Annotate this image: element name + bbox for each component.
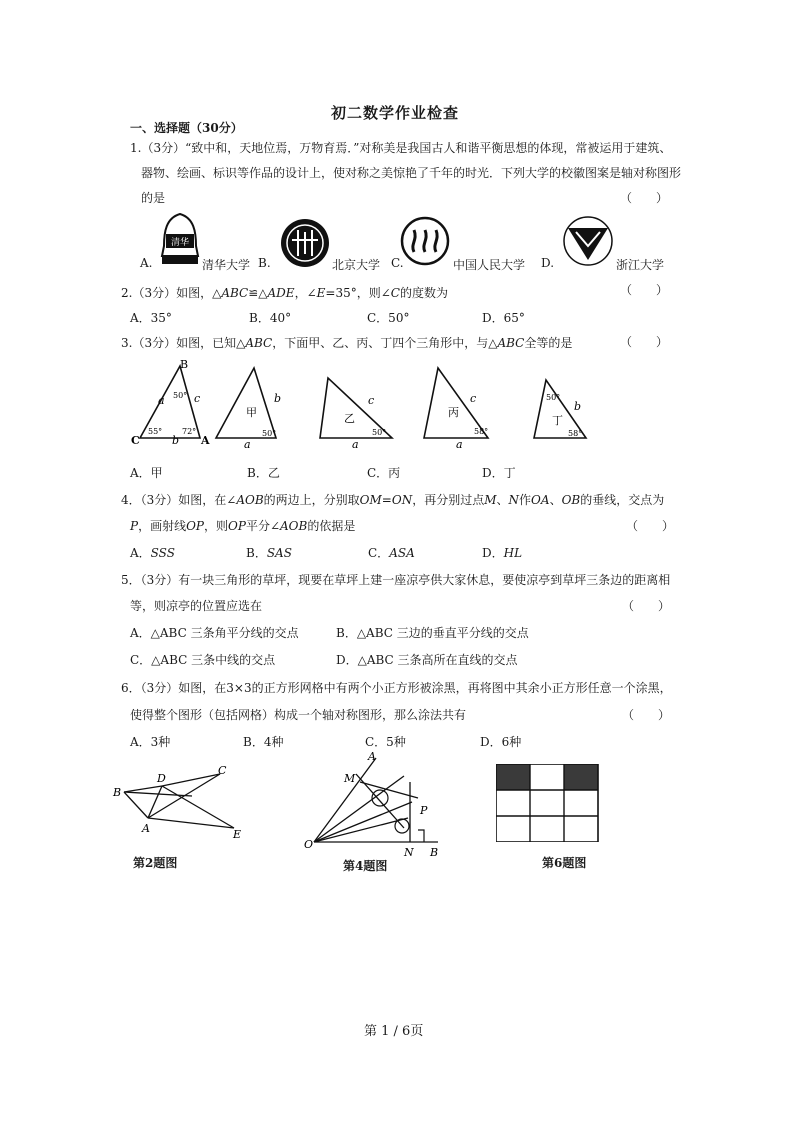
q1-answer-paren: （ ） [620, 191, 669, 205]
q1-option-d-letter: D. [541, 256, 555, 270]
q2-option-c: C．50° [367, 311, 410, 325]
q4-line1: 4．（3分）如图，在∠AOB的两边上，分别取OM=ON，再分别过点M、N作OA、OB的垂线，交点为 [121, 493, 665, 507]
bing-label: 丙 [448, 406, 459, 419]
q4-line2: P，画射线OP，则OP平分∠AOB的依据是 [130, 519, 356, 533]
q4-answer-paren: （ ） [626, 519, 675, 533]
q3-answer-paren: （ ） [620, 335, 669, 349]
fig4-label-p: P [420, 804, 428, 817]
fig2-caption: 第2题图 [133, 856, 178, 870]
bing-side-a: a [456, 438, 463, 450]
bing-angle-58: 58° [474, 427, 489, 436]
q6-line1: 6．（3分）如图，在3×3的正方形网格中有两个小正方形被涂黑，再将图中其余小正方形任意一个涂黑， [121, 681, 672, 695]
bing-side-c: c [470, 392, 477, 405]
page-title: 初二数学作业检查 [331, 104, 460, 122]
side-b-label: b [172, 434, 180, 447]
zju-logo [562, 216, 614, 266]
q6-option-b: B．4种 [243, 735, 284, 749]
fig2-label-c: C [218, 764, 227, 777]
q6-option-c: C．5种 [365, 735, 406, 749]
q1-option-c-name: 中国人民大学 [453, 258, 526, 272]
fig2-label-e: E [233, 828, 242, 841]
angle-72-label: 72° [182, 427, 197, 436]
angle-55-label: 55° [148, 427, 163, 436]
ding-label: 丁 [552, 414, 563, 427]
q4-figure [300, 752, 450, 858]
vertex-b-label: B [180, 358, 189, 371]
yi-side-c: c [368, 394, 375, 407]
fig4-label-o: O [304, 838, 314, 851]
jia-side-a: a [244, 438, 251, 450]
q6-option-d: D．6种 [480, 735, 522, 749]
fig4-caption: 第4题图 [343, 859, 388, 873]
q5-line1: 5．（3分）有一块三角形的草坪，现要在草坪上建一座凉亭供大家休息，要使凉亭到草坪三条边的距离相 [121, 573, 671, 587]
q3-option-d: D．丁 [482, 466, 516, 480]
q5-option-b: B．△ABC 三边的垂直平分线的交点 [336, 626, 529, 640]
yi-label: 乙 [344, 412, 355, 425]
q3-option-c: C．丙 [367, 466, 401, 480]
q1-option-a-letter: A. [140, 256, 153, 270]
yi-angle-50: 50° [372, 428, 387, 437]
ruc-logo [400, 216, 450, 266]
fig6-caption: 第6题图 [542, 856, 587, 870]
q1-option-b-name: 北京大学 [332, 258, 381, 272]
q1-line3: 的是 [141, 191, 166, 205]
fig4-label-a: A [368, 752, 376, 763]
q5-line2: 等，则凉亭的位置应选在 [130, 599, 263, 613]
side-a-label: a [158, 394, 165, 407]
ding-angle-58: 58° [568, 429, 583, 438]
fig4-label-n: N [404, 846, 414, 858]
ding-side-b: b [574, 400, 582, 413]
fig4-label-b: B [430, 846, 439, 858]
q1-option-d-name: 浙江大学 [616, 258, 665, 272]
grid-cell-filled-top-left [496, 764, 530, 790]
q3-option-b: B．乙 [247, 466, 280, 480]
q2-stem: 2.（3分）如图，△ABC≌△ADE，∠E=35°，则∠C的度数为 [121, 286, 448, 300]
q1-option-c-letter: C. [391, 256, 404, 270]
ding-angle-50: 50° [546, 393, 561, 402]
triangle-jia [216, 368, 276, 438]
page-number: 第 1 / 6页 [364, 1024, 424, 1039]
logo-text: 清华 [170, 238, 190, 248]
q2-option-d: D．65° [482, 311, 525, 325]
fig4-label-m: M [344, 772, 356, 785]
q6-grid-figure [496, 764, 600, 842]
q3-option-a: A．甲 [130, 466, 163, 480]
jia-angle-50: 50° [262, 429, 277, 438]
vertex-c-label: C [131, 434, 140, 447]
q5-option-a: A．△ABC 三条角平分线的交点 [130, 626, 299, 640]
q6-line2: 使得整个图形（包括网格）构成一个轴对称图形，那么涂法共有 [130, 708, 467, 722]
q2-option-a: A．35° [130, 311, 172, 325]
yi-side-a: a [352, 438, 359, 450]
q1-option-b-letter: B. [258, 256, 271, 270]
jia-label: 甲 [246, 406, 257, 419]
q2-figure [110, 762, 250, 846]
q4-option-a: A．SSS [130, 546, 175, 560]
q4-option-c: C．ASA [368, 546, 415, 560]
fig2-label-d: D [157, 772, 166, 785]
grid-cell-filled-top-right [564, 764, 598, 790]
q4-option-b: B．SAS [246, 546, 292, 560]
q5-option-d: D．△ABC 三条高所在直线的交点 [336, 653, 518, 667]
q3-triangles-figure [128, 358, 598, 450]
side-c-label: c [194, 392, 201, 405]
vertex-a-label: A [201, 434, 210, 447]
q3-stem: 3.（3分）如图，已知△ABC，下面甲、乙、丙、丁四个三角形中，与△ABC全等的是 [121, 336, 573, 350]
q5-option-c: C．△ABC 三条中线的交点 [130, 653, 276, 667]
q1-line1: 1.（3分）“致中和，天地位焉，万物育焉．”对称美是我国古人和谐平衡思想的体现，常被运用于建筑、 [130, 141, 672, 155]
q2-answer-paren: （ ） [620, 283, 669, 297]
fig2-label-b: B [113, 786, 122, 799]
q4-option-d: D．HL [482, 546, 523, 560]
tsinghua-logo [158, 212, 202, 268]
pku-logo [280, 218, 330, 268]
q1-line2: 器物、绘画、标识等作品的设计上，使对称之美惊艳了千年的时光．下列大学的校徽图案是轴对称图形 [141, 166, 682, 180]
fig2-label-a: A [142, 822, 150, 835]
q5-answer-paren: （ ） [622, 599, 671, 613]
q1-option-a-name: 清华大学 [202, 258, 251, 272]
section-heading: 一、选择题（30分） [130, 121, 243, 135]
jia-side-b: b [274, 392, 282, 405]
q6-answer-paren: （ ） [622, 708, 671, 722]
q6-option-a: A．3种 [130, 735, 171, 749]
angle-50-label: 50° [173, 391, 188, 400]
q2-option-b: B．40° [249, 311, 292, 325]
